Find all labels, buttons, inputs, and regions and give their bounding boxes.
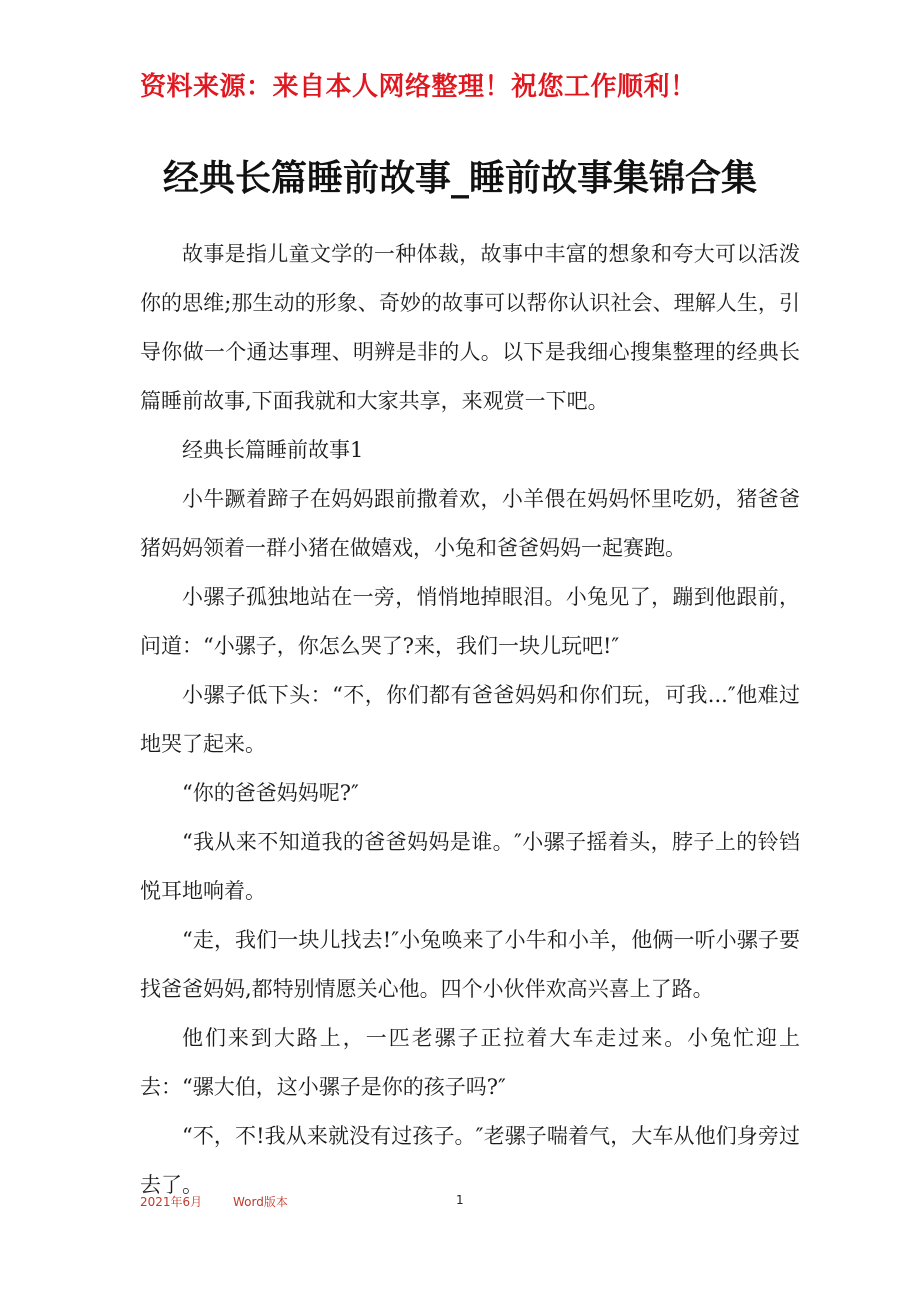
document-body: [140, 230, 800, 1210]
story-paragraph: 小骡子孤独地站在一旁，悄悄地掉眼泪。小兔见了，蹦到他跟前，问道：“小骡子，你怎么哭了?来，我们一块儿玩吧!″: [140, 585, 800, 658]
story-paragraph: 小牛蹶着蹄子在妈妈跟前撒着欢，小羊偎在妈妈怀里吃奶，猪爸爸猪妈妈领着一群小猪在做嬉戏，小兔和爸爸妈妈一起赛跑。: [140, 487, 800, 560]
story-paragraph: 小骡子低下头：“不，你们都有爸爸妈妈和你们玩，可我...″他难过地哭了起来。: [140, 683, 800, 756]
footer-date: 2021年6月: [140, 1195, 203, 1209]
story-paragraph: 他们来到大路上，一匹老骡子正拉着大车走过来。小兔忙迎上去：“骡大伯，这小骡子是你的孩子吗?″: [140, 1026, 800, 1099]
footer-version: Word版本: [233, 1195, 288, 1209]
source-banner: 资料来源：来自本人网络整理！祝您工作顺利！: [140, 72, 697, 102]
intro-paragraph: 故事是指儿童文学的一种体裁，故事中丰富的想象和夸大可以活泼你的思维;那生动的形象、奇妙的故事可以帮你认识社会、理解人生，引导你做一个通达事理、明辨是非的人。以下是我细心搜集整理的经典长篇睡前故事,下面我就和大家共享，来观赏一下吧。: [140, 242, 800, 413]
document-title: 经典长篇睡前故事_睡前故事集锦合集: [162, 157, 757, 199]
story-heading: 经典长篇睡前故事1: [182, 438, 364, 462]
page-footer: [0, 1193, 920, 1213]
story-paragraph: “你的爸爸妈妈呢?″: [182, 781, 359, 805]
story-paragraph: “走，我们一块儿找去!″小兔唤来了小牛和小羊，他俩一听小骡子要找爸爸妈妈,都特别情愿关心他。四个小伙伴欢高兴喜上了路。: [140, 928, 800, 1001]
story-paragraph: “不，不!我从来就没有过孩子。″老骡子喘着气，大车从他们身旁过去了。: [140, 1124, 800, 1197]
page-number: 1: [456, 1193, 464, 1207]
story-paragraph: “我从来不知道我的爸爸妈妈是谁。″小骡子摇着头，脖子上的铃铛悦耳地响着。: [140, 830, 800, 903]
